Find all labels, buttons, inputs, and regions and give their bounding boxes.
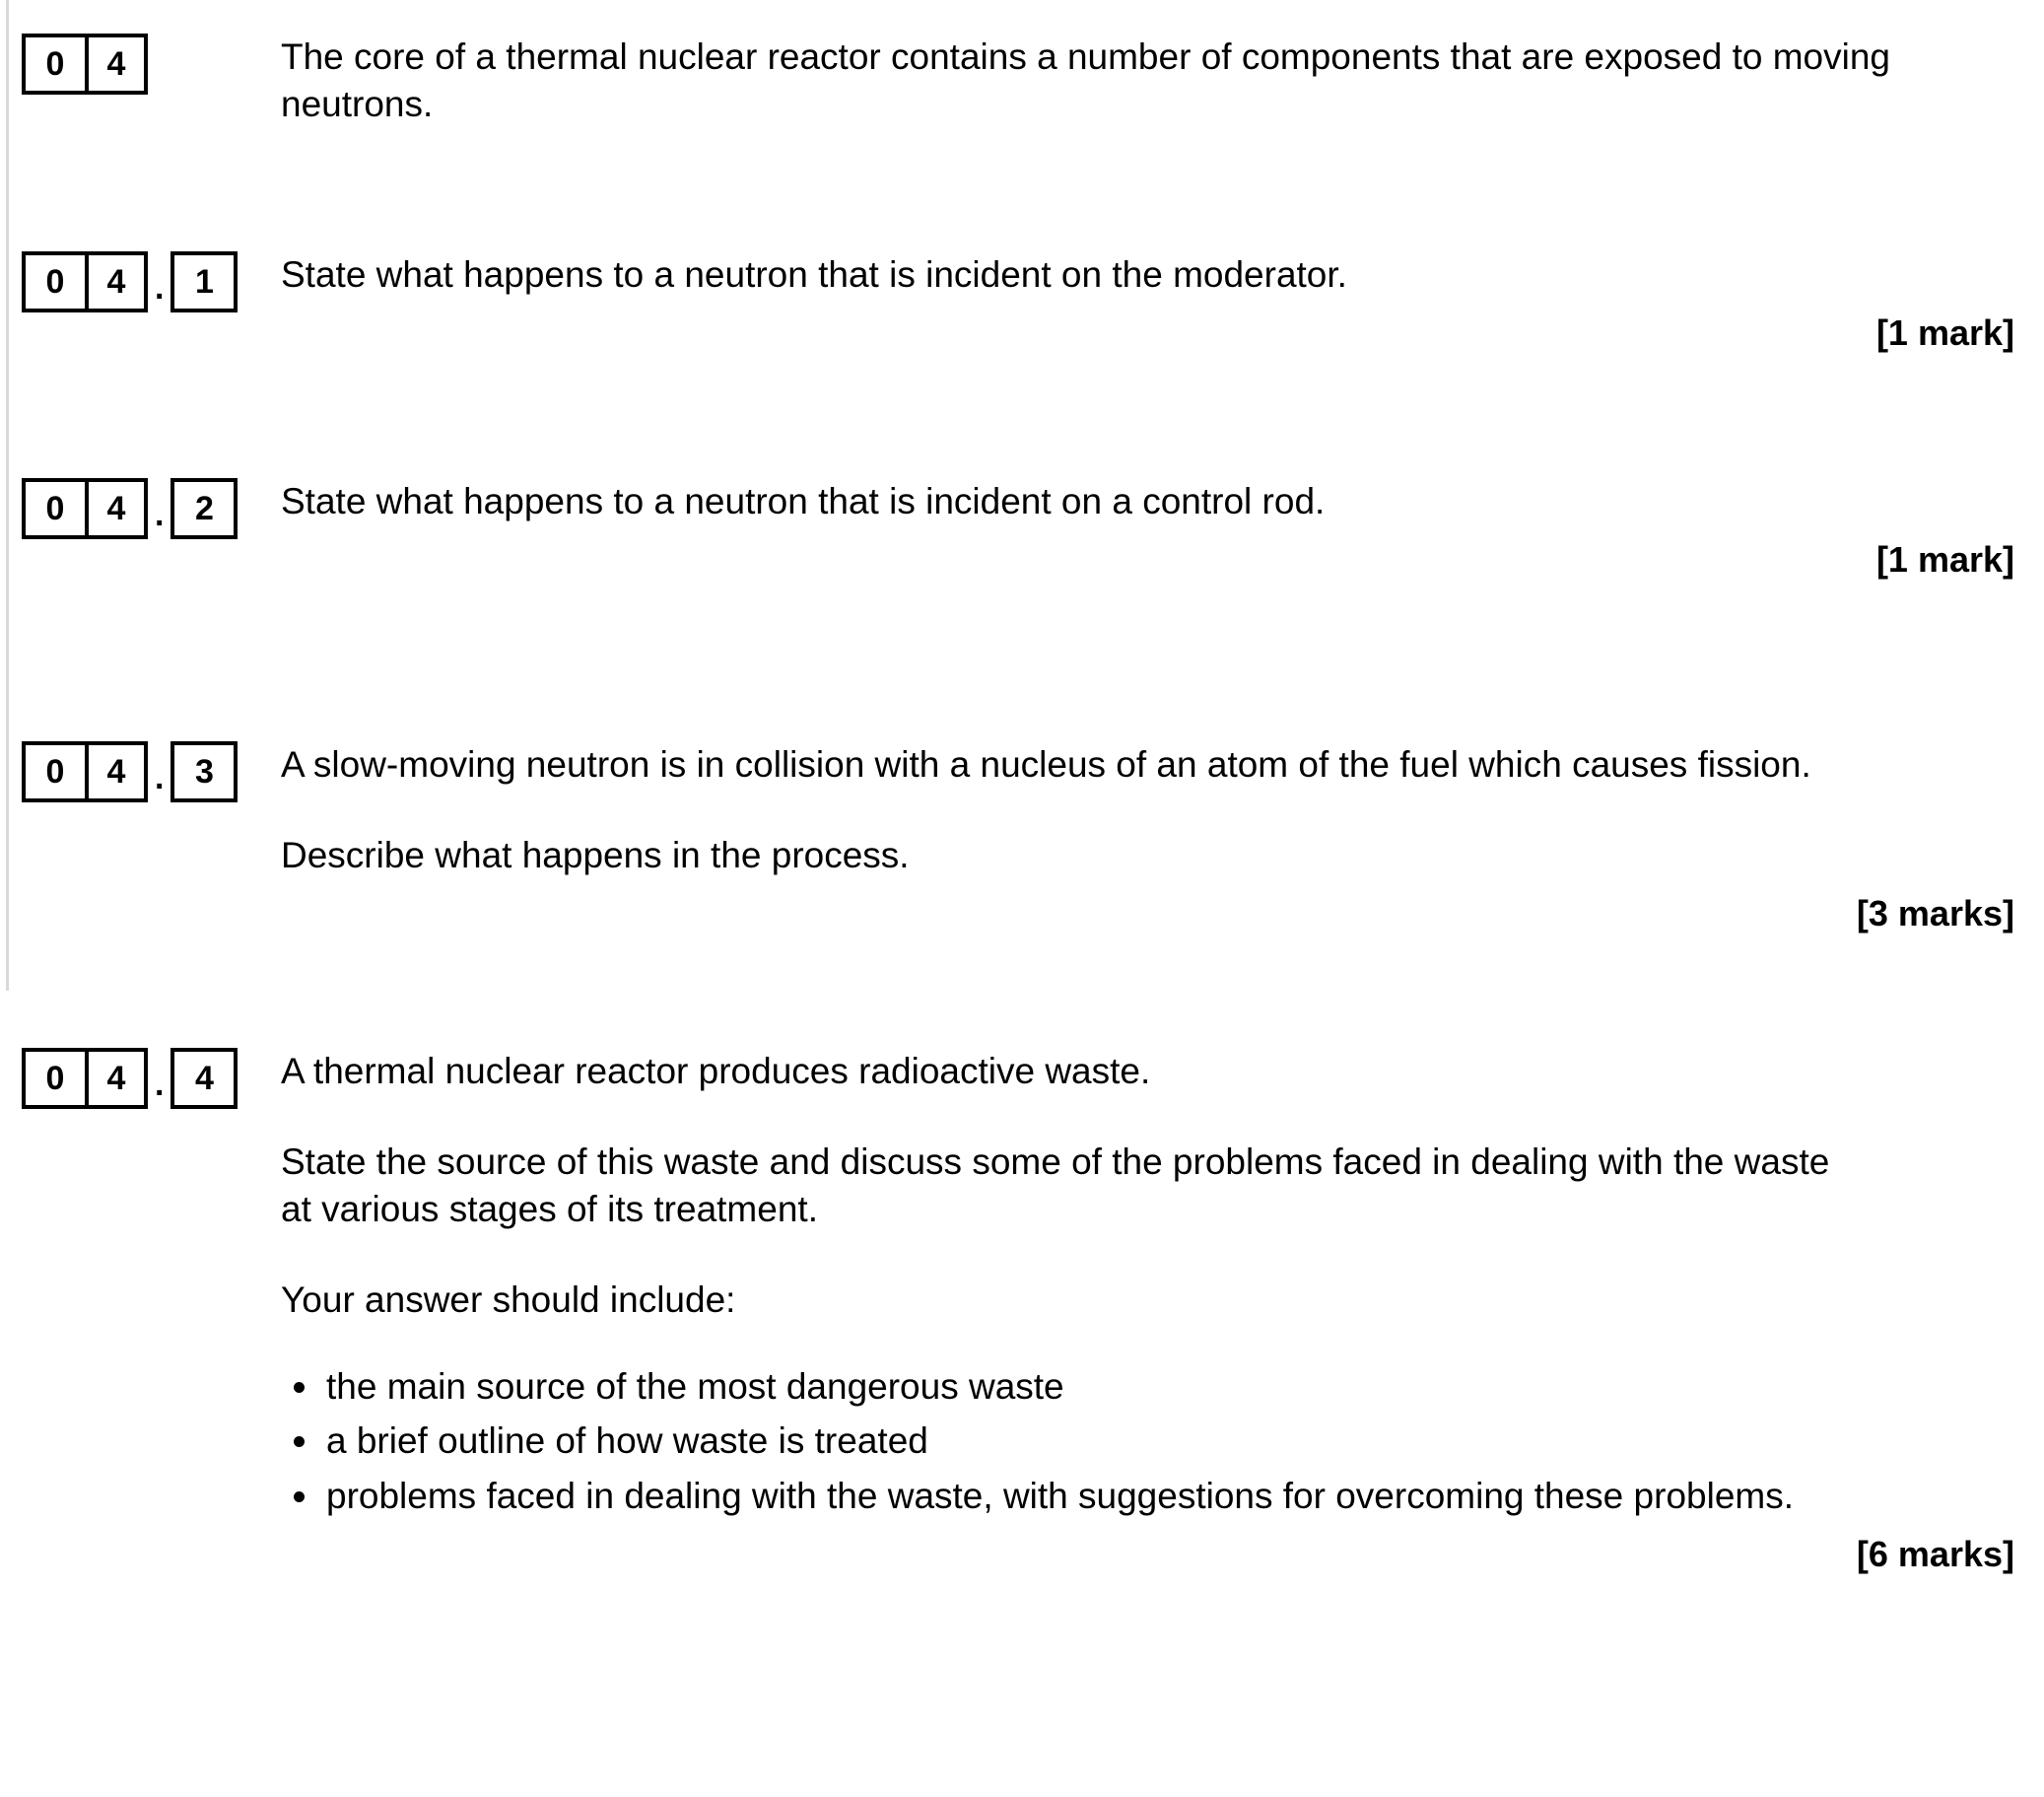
bullet-point-icon bbox=[294, 1491, 305, 1502]
question-subnumber-box bbox=[170, 251, 238, 312]
question-number-box bbox=[22, 34, 148, 95]
list-item bbox=[281, 1363, 1824, 1411]
question-paragraph: State what happens to a neutron that is incident on the moderator. bbox=[281, 254, 1347, 295]
question-body bbox=[281, 1048, 2044, 1575]
question-number-digit: 4 bbox=[85, 1052, 144, 1105]
question-number-digit: 0 bbox=[45, 490, 65, 527]
question-paragraph: State the source of this waste and discuss some of the problems faced in dealing with the waste at various stages of its treatment. bbox=[281, 1141, 1830, 1230]
question-number-box bbox=[22, 251, 148, 312]
question-subnumber-box bbox=[170, 1048, 238, 1109]
question-number-digit: 4 bbox=[85, 255, 144, 309]
question-number-separator: . bbox=[155, 759, 165, 796]
question-paragraph: A thermal nuclear reactor produces radioactive waste. bbox=[281, 1051, 1151, 1091]
question-body bbox=[281, 741, 2044, 934]
question-paragraph: Describe what happens in the process. bbox=[281, 835, 910, 876]
list-item-label: a brief outline of how waste is treated bbox=[326, 1420, 928, 1462]
question-number-digit: 0 bbox=[45, 1060, 65, 1097]
bullet-point-icon bbox=[294, 1436, 305, 1447]
question-paragraph: A slow-moving neutron is in collision with a nucleus of an atom of the fuel which causes fission. bbox=[281, 744, 1811, 785]
question-number-separator: . bbox=[155, 269, 165, 307]
question-number-digit: 4 bbox=[85, 37, 144, 91]
question-number-digit: 0 bbox=[45, 45, 65, 83]
question-number-box bbox=[22, 478, 148, 539]
list-item-label: the main source of the most dangerous waste bbox=[326, 1366, 1064, 1408]
question-body bbox=[281, 34, 2044, 128]
question-row-04 bbox=[0, 34, 2044, 128]
list-item bbox=[281, 1417, 1824, 1465]
marks-label: [6 marks] bbox=[1856, 1533, 2014, 1574]
question-paragraph: State what happens to a neutron that is incident on a control rod. bbox=[281, 481, 1326, 521]
question-subnumber-digit: 2 bbox=[194, 490, 214, 527]
question-row-04-2 bbox=[0, 478, 2044, 581]
question-paragraph: The core of a thermal nuclear reactor contains a number of components that are exposed to moving neutrons. bbox=[281, 36, 1891, 125]
question-subnumber-digit: 3 bbox=[194, 753, 214, 791]
question-body bbox=[281, 478, 2044, 581]
question-number-column bbox=[0, 741, 281, 804]
question-subnumber-box bbox=[170, 741, 238, 802]
question-number-box bbox=[22, 1048, 148, 1109]
question-row-04-3 bbox=[0, 741, 2044, 934]
list-item-label: problems faced in dealing with the waste, with suggestions for overcoming these problems. bbox=[326, 1475, 1794, 1516]
marks-label: [1 mark] bbox=[1875, 539, 2014, 581]
question-body bbox=[281, 251, 2044, 354]
answer-requirements-list bbox=[281, 1363, 2022, 1519]
question-number-digit: 4 bbox=[85, 745, 144, 798]
question-subnumber-box bbox=[170, 478, 238, 539]
question-number-column bbox=[0, 478, 281, 541]
question-number-separator: . bbox=[155, 1066, 165, 1103]
question-number-digit: 0 bbox=[45, 263, 65, 301]
marks-label: [3 marks] bbox=[1856, 893, 2014, 934]
bullet-point-icon bbox=[294, 1382, 305, 1393]
question-subnumber-digit: 1 bbox=[194, 263, 214, 301]
question-number-digit: 0 bbox=[45, 753, 65, 791]
question-number-column bbox=[0, 1048, 281, 1111]
question-number-box bbox=[22, 741, 148, 802]
marks-label: [1 mark] bbox=[1875, 312, 2014, 354]
question-subnumber-digit: 4 bbox=[194, 1060, 214, 1097]
question-paragraph: Your answer should include: bbox=[281, 1279, 736, 1321]
list-item bbox=[281, 1473, 1824, 1520]
question-number-column bbox=[0, 251, 281, 314]
question-number-separator: . bbox=[155, 496, 165, 533]
question-number-digit: 4 bbox=[85, 482, 144, 535]
question-number-column bbox=[0, 34, 281, 95]
question-row-04-1 bbox=[0, 251, 2044, 354]
question-row-04-4 bbox=[0, 1048, 2044, 1575]
